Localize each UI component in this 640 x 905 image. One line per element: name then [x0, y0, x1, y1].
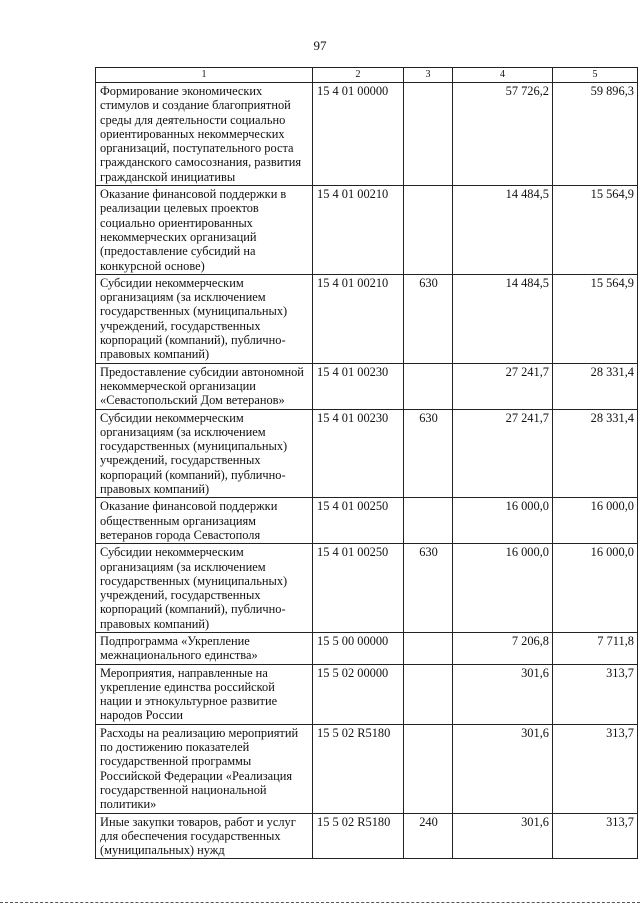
row-code: 15 4 01 00000 [313, 83, 404, 186]
row-code: 15 5 02 00000 [313, 664, 404, 724]
row-name: Расходы на реализацию мероприятий по достижению показателей государственной программы Российской Федерации «Реализация государственной национальной политики» [96, 724, 313, 813]
table-row [96, 664, 638, 724]
row-amount-1: 27 241,7 [453, 363, 553, 409]
row-expense-type [404, 363, 453, 409]
row-amount-1: 57 726,2 [453, 83, 553, 186]
row-amount-1: 301,6 [453, 724, 553, 813]
row-amount-1: 14 484,5 [453, 186, 553, 275]
page-bottom-rule [0, 902, 640, 903]
row-code: 15 4 01 00230 [313, 409, 404, 498]
row-expense-type [404, 632, 453, 664]
row-expense-type [404, 498, 453, 544]
row-code: 15 4 01 00250 [313, 544, 404, 633]
row-amount-2: 313,7 [553, 664, 638, 724]
row-code: 15 4 01 00210 [313, 186, 404, 275]
row-code: 15 5 00 00000 [313, 632, 404, 664]
header-col-3: 3 [404, 68, 453, 83]
row-amount-2: 59 896,3 [553, 83, 638, 186]
row-amount-1: 301,6 [453, 664, 553, 724]
row-amount-2: 313,7 [553, 813, 638, 859]
table-row [96, 274, 638, 363]
table-row [96, 813, 638, 859]
table-row [96, 632, 638, 664]
row-amount-1: 7 206,8 [453, 632, 553, 664]
row-amount-1: 16 000,0 [453, 544, 553, 633]
row-amount-2: 28 331,4 [553, 363, 638, 409]
row-amount-2: 16 000,0 [553, 498, 638, 544]
header-col-5: 5 [553, 68, 638, 83]
row-code: 15 4 01 00210 [313, 274, 404, 363]
row-amount-1: 14 484,5 [453, 274, 553, 363]
row-amount-1: 27 241,7 [453, 409, 553, 498]
row-code: 15 4 01 00250 [313, 498, 404, 544]
row-amount-1: 301,6 [453, 813, 553, 859]
header-col-4: 4 [453, 68, 553, 83]
row-name: Оказание финансовой поддержки общественным организациям ветеранов города Севастополя [96, 498, 313, 544]
row-name: Оказание финансовой поддержки в реализации целевых проектов социально ориентированных некоммерческих организаций (предоставление субсидий на конкурсной основе) [96, 186, 313, 275]
row-name: Мероприятия, направленные на укрепление единства российской нации и этнокультурное развитие народов России [96, 664, 313, 724]
table-row [96, 498, 638, 544]
table-header-row [96, 68, 638, 83]
row-expense-type: 630 [404, 274, 453, 363]
row-expense-type [404, 186, 453, 275]
row-expense-type [404, 83, 453, 186]
row-name: Субсидии некоммерческим организациям (за исключением государственных (муниципальных) учреждений, государственных корпораций (компаний), публично-правовых компаний) [96, 544, 313, 633]
table-row [96, 83, 638, 186]
row-name: Подпрограмма «Укрепление межнационального единства» [96, 632, 313, 664]
row-expense-type: 630 [404, 544, 453, 633]
header-col-2: 2 [313, 68, 404, 83]
table-row [96, 544, 638, 633]
row-name: Субсидии некоммерческим организациям (за исключением государственных (муниципальных) учреждений, государственных корпораций (компаний), публично-правовых компаний) [96, 409, 313, 498]
table-row [96, 186, 638, 275]
budget-table [95, 67, 638, 859]
row-amount-2: 28 331,4 [553, 409, 638, 498]
row-code: 15 5 02 R5180 [313, 813, 404, 859]
row-name: Иные закупки товаров, работ и услуг для обеспечения государственных (муниципальных) нужд [96, 813, 313, 859]
row-amount-2: 15 564,9 [553, 186, 638, 275]
row-name: Предоставление субсидии автономной некоммерческой организации «Севастопольский Дом ветеранов» [96, 363, 313, 409]
row-code: 15 5 02 R5180 [313, 724, 404, 813]
row-name: Субсидии некоммерческим организациям (за исключением государственных (муниципальных) учреждений, государственных корпораций (компаний), публично-правовых компаний) [96, 274, 313, 363]
row-amount-2: 15 564,9 [553, 274, 638, 363]
row-amount-1: 16 000,0 [453, 498, 553, 544]
header-col-1: 1 [96, 68, 313, 83]
page-number: 97 [313, 38, 327, 53]
row-expense-type [404, 664, 453, 724]
row-expense-type: 240 [404, 813, 453, 859]
row-code: 15 4 01 00230 [313, 363, 404, 409]
row-name: Формирование экономических стимулов и создание благоприятной среды для деятельности социально ориентированных некоммерческих организаций, поступательного роста гражданского самосознания, развития гражданской инициативы [96, 83, 313, 186]
table-row [96, 409, 638, 498]
row-amount-2: 7 711,8 [553, 632, 638, 664]
row-expense-type: 630 [404, 409, 453, 498]
table-row [96, 363, 638, 409]
table-row [96, 724, 638, 813]
row-amount-2: 313,7 [553, 724, 638, 813]
row-expense-type [404, 724, 453, 813]
row-amount-2: 16 000,0 [553, 544, 638, 633]
